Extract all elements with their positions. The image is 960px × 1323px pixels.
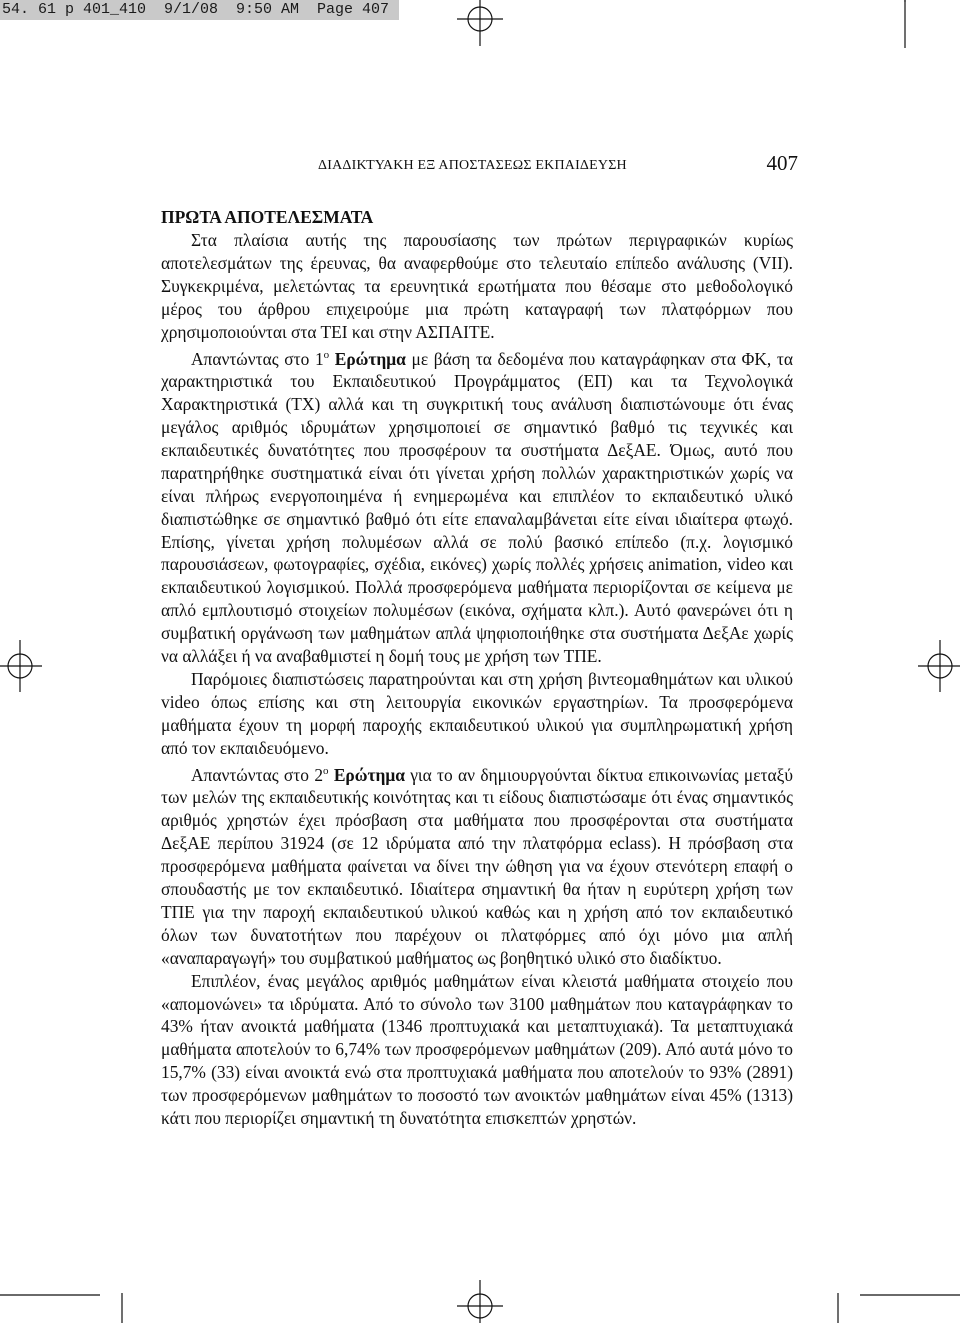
page-number: 407 bbox=[766, 151, 798, 175]
crop-mark-top-right bbox=[895, 0, 960, 50]
running-header bbox=[318, 151, 798, 181]
question-label: Ερώτημα bbox=[328, 764, 405, 785]
paragraph-question-1-intro: Απαντώντας στο bbox=[191, 348, 315, 369]
paragraph-intro: Στα πλαίσια αυτής της παρουσίασης των πρώτων περιγραφικών κυρίως αποτελεσμάτων της έρευνας, θα αναφερθούμε στο τελευταίο επίπεδο ανάλυσης (VII). Συγκεκριμένα, μελετώντας τα ερευνητικά ερωτήματα που θέσαμε στο μεθοδολογικό μέρος του άρθρου επιχειρούμε μια πρώτη καταγραφή των πλατφόρμων που χρησιμοποιούνται στα ΤΕΙ και στην ΑΣΠΑΙΤΕ. bbox=[161, 230, 793, 342]
paragraph-video: Παρόμοιες διαπιστώσεις παρατηρούνται και στη χρήση βιντεομαθημάτων και υλικού video όπως επίσης και στη λειτουργία εικονικών εργαστηρίων. Τα προσφερόμενα μαθήματα έχουν τη μορφή παροχής εκπαιδευτικού υλικού για συμπληρωματική χρήση από τον εκπαιδευόμενο. bbox=[161, 669, 793, 758]
paragraph-question-1 bbox=[161, 344, 793, 668]
question-number: 2 bbox=[314, 764, 324, 785]
article-body bbox=[161, 206, 793, 1130]
ordinal-suffix: ο bbox=[323, 764, 329, 777]
ordinal-suffix: ο bbox=[323, 348, 330, 361]
paragraph-question-1-body: με βάση τα δεδομένα που καταγράφηκαν στα ΦΚ, τα χαρακτηριστικά του Εκπαιδευτικού Προγράμματος (ΕΠ) και τα Τεχνολογικά Χαρακτηριστικά (ΤΧ) αλλά και τη συγκριτική τους ανάλυση διαπιστώνουμε ότι ένας μεγάλος αριθμός ιδρυμάτων χρησιμοποιεί σε σημαντικό βαθμό τις τεχνικές και εκπαιδευτικές δυνατότητες που προσφέρουν τα συστήματα ΔεξΑΕ. Όμως, αυτό που παρατηρήθηκε συστηματικά είναι ότι γίνεται χρήση πολλών χαρακτηριστικών χωρίς να είναι πλήρως ενεργοποιημένα ή ενημερωμένα και επιπλέον το εκπαιδευτικό υλικό διαπιστώθηκε σε σημαντικό βαθμό ότι είτε επαναλαμβάνεται είτε είναι ιδιαίτερα φτωχό. Επίσης, γίνεται χρήση πολυμέσων αλλά σε πολύ βασικό επίπεδο (π.χ. λογισμικό παρουσιάσεων, φωτογραφίες, σχέδια, εικόνες) χωρίς πολλές χρήσεις animation, video και εκπαιδευτικού λογισμικού. Πολλά προσφερόμενα μαθήματα περιορίζονται σε κείμενα με απλό εμπλουτισμό στοιχείων πολυμέσων (εικόνα, σχήματα κλπ.). Αυτό φανερώνει ότι η συμβατική οργάνωση των μαθημάτων απλά ψηφιοποιήθηκε στα συστήματα ΔεξΑε χωρίς να αλλάξει ή να αναβαθμιστεί η δομή τους με χρήση των ΤΠΕ. bbox=[161, 348, 794, 667]
section-heading: ΠΡΩΤΑ ΑΠΟΤΕΛΕΣΜΑΤΑ bbox=[161, 207, 374, 227]
registration-mark-left bbox=[0, 636, 50, 696]
print-slug: 54. 61 p 401_410 9/1/08 9:50 AM Page 407 bbox=[0, 0, 399, 20]
paragraph-statistics: Επιπλέον, ένας μεγάλος αριθμός μαθημάτων είναι κλειστά μαθήματα στοιχείο που «απομονώνει» τα ιδρύματα. Από το σύνολο των 3100 μαθημάτων που καταγράφηκαν το 43% ήταν ανοικτά μαθήματα (1346 προπτυχιακά και μεταπτυχιακά). Τα μεταπτυχιακά μαθήματα αποτελούν το 6,74% των προσφερόμενων μαθημάτων (209). Από αυτά μόνο το 15,7% (33) είναι ανοικτά ενώ στα προπτυχιακά μαθήματα που αποτελούν το 93% (2891) των προσφερόμενων μαθημάτων το ποσοστό των ανοικτών μαθημάτων είναι 45% (1313) κάτι που περιορίζει σημαντική τη δυνατότητα επισκεπτών χρηστών. bbox=[161, 970, 793, 1129]
question-number: 1 bbox=[314, 348, 324, 369]
paragraph-question-2-intro: Απαντώντας στο bbox=[191, 764, 315, 785]
paragraph-question-2 bbox=[161, 760, 793, 970]
running-title: ΔΙΑΔΙΚΤΥΑΚΗ ΕΞ ΑΠΟΣΤΑΣΕΩΣ ΕΚΠΑΙΔΕΥΣΗ bbox=[318, 158, 627, 173]
registration-mark-right bbox=[910, 636, 960, 696]
crop-mark-bottom-left bbox=[0, 1283, 130, 1323]
registration-mark-bottom bbox=[455, 1278, 505, 1323]
question-label: Ερώτημα bbox=[329, 348, 406, 369]
paragraph-question-2-body: για το αν δημιουργούνται δίκτυα επικοινωνίας μεταξύ των μελών της εκπαιδευτικής κοινότητας και τι είδους διαπιστώσαμε ότι ένας σημαντικός αριθμός χρηστών έχει πρόσβαση στα μαθήματα που προσφέρονται στα συστήματα ΔεξΑΕ περίπου 31924 (σε 12 ιδρύματα από την πλατφόρμα eclass). Η πρόσβαση στα προσφερόμενα μαθήματα φαίνεται να δίνει την ώθηση για να έχουν στενότερη επαφή ο σπουδαστής με τον εκπαιδευτικό. Ιδιαίτερα σημαντική θα ήταν η ευρύτερη χρήση των ΤΠΕ για την παροχή εκπαιδευτικού υλικού καθώς και η χρήση από τον εκπαιδευτικό όλων των δυνατοτήτων που παρέχουν οι πλατφόρμες από όχι μόνο μια απλή «αναπαραγωγή» του συμβατικού μαθήματος ως βοηθητικό υλικό στο διαδίκτυο. bbox=[161, 764, 794, 968]
crop-mark-bottom-right bbox=[830, 1283, 960, 1323]
registration-mark-top bbox=[455, 0, 505, 48]
